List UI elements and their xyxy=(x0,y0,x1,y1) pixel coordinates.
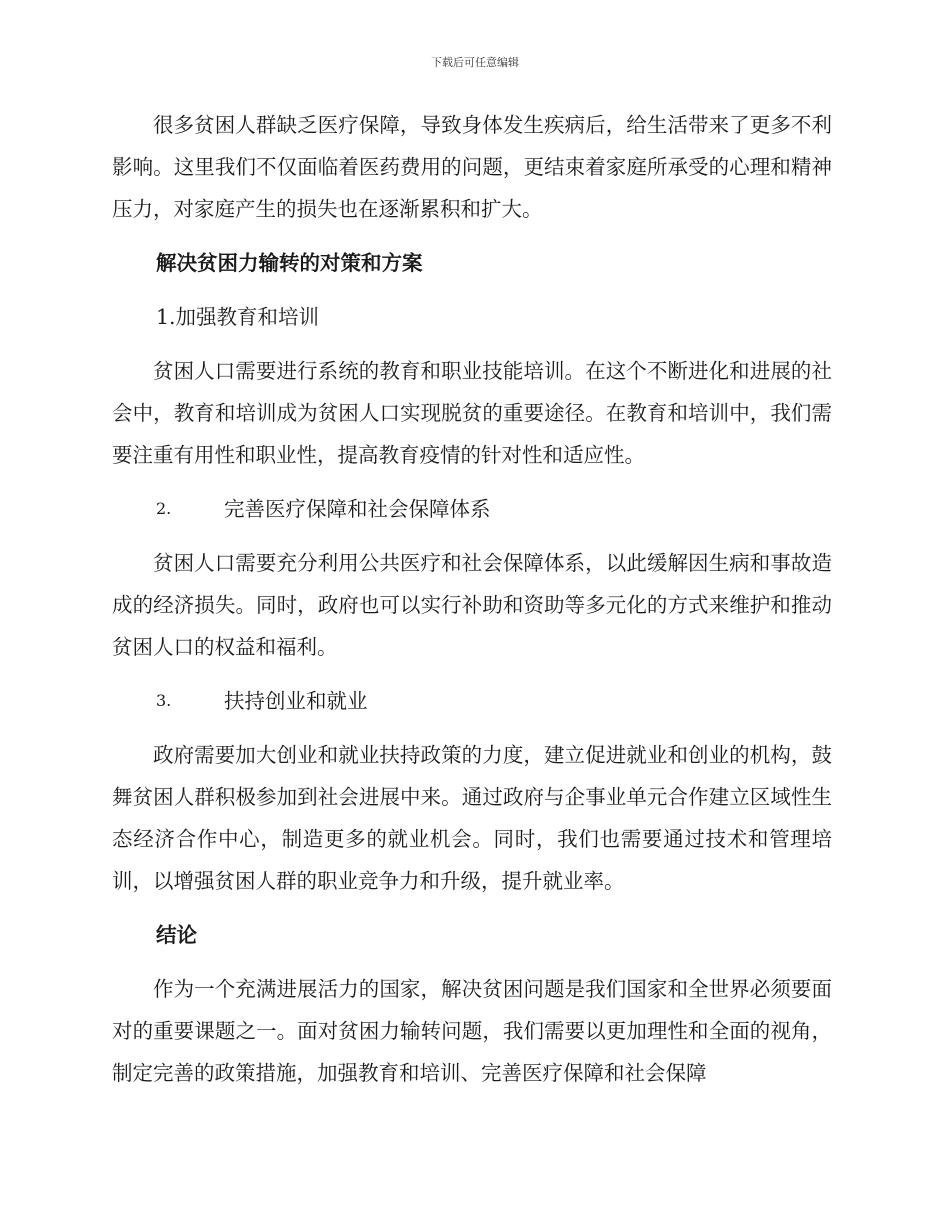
subheading-text: 完善医疗保障和社会保障体系 xyxy=(224,497,491,521)
subheading-text: 扶持创业和就业 xyxy=(224,689,368,713)
subheading-medical-security xyxy=(112,488,832,530)
paragraph-conclusion: 作为一个充满进展活力的国家，解决贫困问题是我们国家和全世界必须要面对的重要课题之一。面对贫困力输转问题，我们需要以更加理性和全面的视角，制定完善的政策措施，加强教育和培训、完善医疗保障和社会保障 xyxy=(112,977,832,1085)
paragraph-medical-burden: 很多贫困人群缺乏医疗保障，导致身体发生疾病后，给生活带来了更多不利影响。这里我们不仅面临着医药费用的问题，更结束着家庭所承受的心理和精神压力，对家庭产生的损失也在逐渐累积和扩大。 xyxy=(112,113,832,221)
list-number: 2. xyxy=(156,499,172,518)
document-body xyxy=(112,104,832,1106)
section-heading-conclusion: 结论 xyxy=(156,923,197,947)
subheading-education: 1.加强教育和培训 xyxy=(156,305,320,329)
paragraph-medical-security: 贫困人口需要充分利用公共医疗和社会保障体系，以此缓解因生病和事故造成的经济损失。同时，政府也可以实行补助和资助等多元化的方式来维护和推动贫困人口的权益和福利。 xyxy=(112,551,832,659)
paragraph-education: 贫困人口需要进行系统的教育和职业技能培训。在这个不断进化和进展的社会中，教育和培训成为贫困人口实现脱贫的重要途径。在教育和培训中，我们需要注重有用性和职业性，提高教育疫情的针对性和适应性。 xyxy=(112,359,832,467)
page-header: 下载后可任意编辑 xyxy=(431,56,519,69)
paragraph-employment: 政府需要加大创业和就业扶持政策的力度，建立促进就业和创业的机构，鼓舞贫困人群积极参加到社会进展中来。通过政府与企事业单元合作建立区域性生态经济合作中心，制造更多的就业机会。同时，我们也需要通过技术和管理培训，以增强贫困人群的职业竞争力和升级，提升就业率。 xyxy=(112,743,832,893)
subheading-employment xyxy=(112,680,832,722)
section-heading-solutions: 解决贫困力输转的对策和方案 xyxy=(156,251,423,275)
list-number: 3. xyxy=(156,691,172,710)
